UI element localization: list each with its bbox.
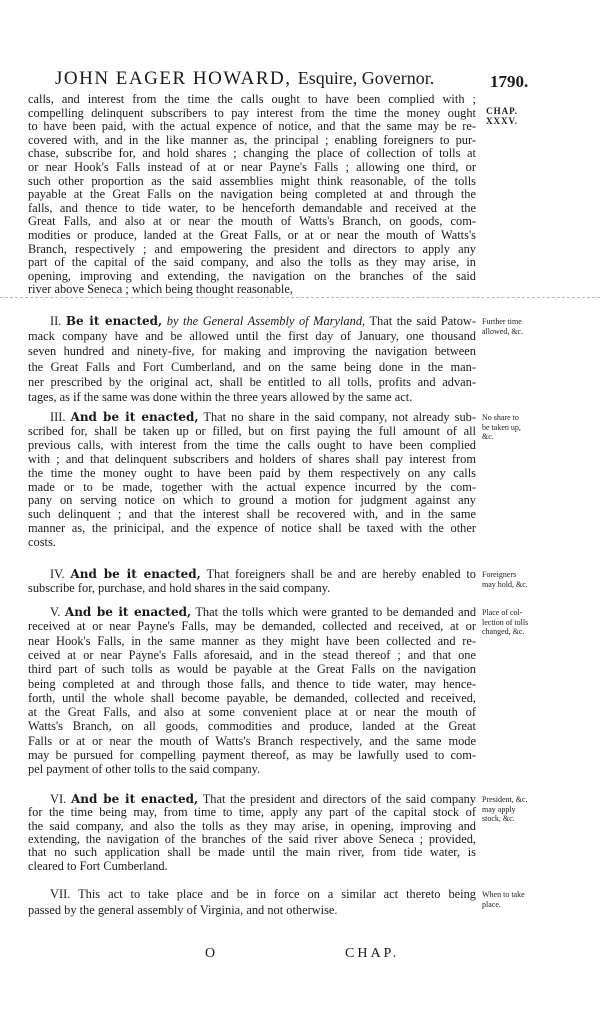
marginal-note-line: place.	[482, 899, 501, 909]
chapter-number: XXXV.	[486, 116, 519, 126]
enacting-clause: And be it enacted,	[64, 605, 192, 619]
marginal-note	[482, 413, 562, 442]
marginal-note-line: be taken up,	[482, 422, 521, 432]
marginal-note-line: Further time	[482, 317, 522, 326]
marginal-note-line: No share to	[482, 413, 519, 422]
running-head-name: JOHN EAGER HOWARD,	[55, 68, 292, 89]
marginal-note-line: Foreigners	[482, 570, 517, 579]
enacting-clause: And be it enacted,	[70, 567, 201, 581]
catchword: CHAP.	[345, 946, 400, 961]
marginal-note-line: changed, &c.	[482, 627, 525, 636]
line-text: That foreigners shall be and are hereby enabled to	[206, 567, 476, 581]
section-number: V.	[50, 605, 61, 619]
signature-mark: O	[205, 946, 216, 961]
marginal-note	[482, 608, 562, 637]
section-number: VI.	[50, 792, 67, 806]
marginal-note-line: may apply	[482, 804, 516, 814]
section-number: IV.	[50, 567, 65, 581]
marginal-note	[482, 890, 562, 909]
marginal-note-line: Place of col-	[482, 608, 523, 617]
chapter-note	[486, 106, 518, 126]
running-head-title: Esquire, Governor.	[297, 68, 435, 88]
enacting-clause: And be it enacted,	[70, 792, 199, 806]
marginal-note	[482, 795, 562, 824]
running-head	[55, 68, 434, 90]
marginal-note-line: When to take	[482, 890, 525, 899]
marginal-note-line: may hold, &c.	[482, 579, 528, 589]
section-number: VII.	[50, 887, 71, 901]
section-number: II.	[50, 314, 62, 328]
marginal-note-line: &c.	[482, 432, 494, 441]
marginal-note-line: allowed, &c.	[482, 326, 524, 336]
marginal-note	[482, 317, 562, 336]
section-number: III.	[50, 410, 66, 424]
line-text: That the president and directors of the said company	[202, 792, 476, 806]
marginal-note	[482, 570, 562, 589]
enacting-clause: And be it enacted,	[70, 410, 199, 424]
enacting-authority: by the General Assembly of Maryland,	[166, 314, 366, 328]
marginal-note-line: lection of tolls	[482, 617, 529, 627]
line-text: That the tolls which were granted to be demanded and	[195, 605, 477, 619]
marginal-note-line: stock, &c.	[482, 814, 515, 823]
line-text: That the said Patow-	[369, 314, 476, 328]
chapter-label: CHAP.	[486, 106, 518, 116]
enacting-clause: Be it enacted,	[65, 314, 163, 328]
line-text: This act to take place and be in force on a similar act thereto being	[78, 887, 477, 901]
line-text: That no share in the said company, not already sub-	[203, 410, 476, 424]
page-year: 1790.	[490, 72, 529, 91]
divider	[0, 297, 600, 298]
marginal-note-line: President, &c.	[482, 795, 528, 804]
